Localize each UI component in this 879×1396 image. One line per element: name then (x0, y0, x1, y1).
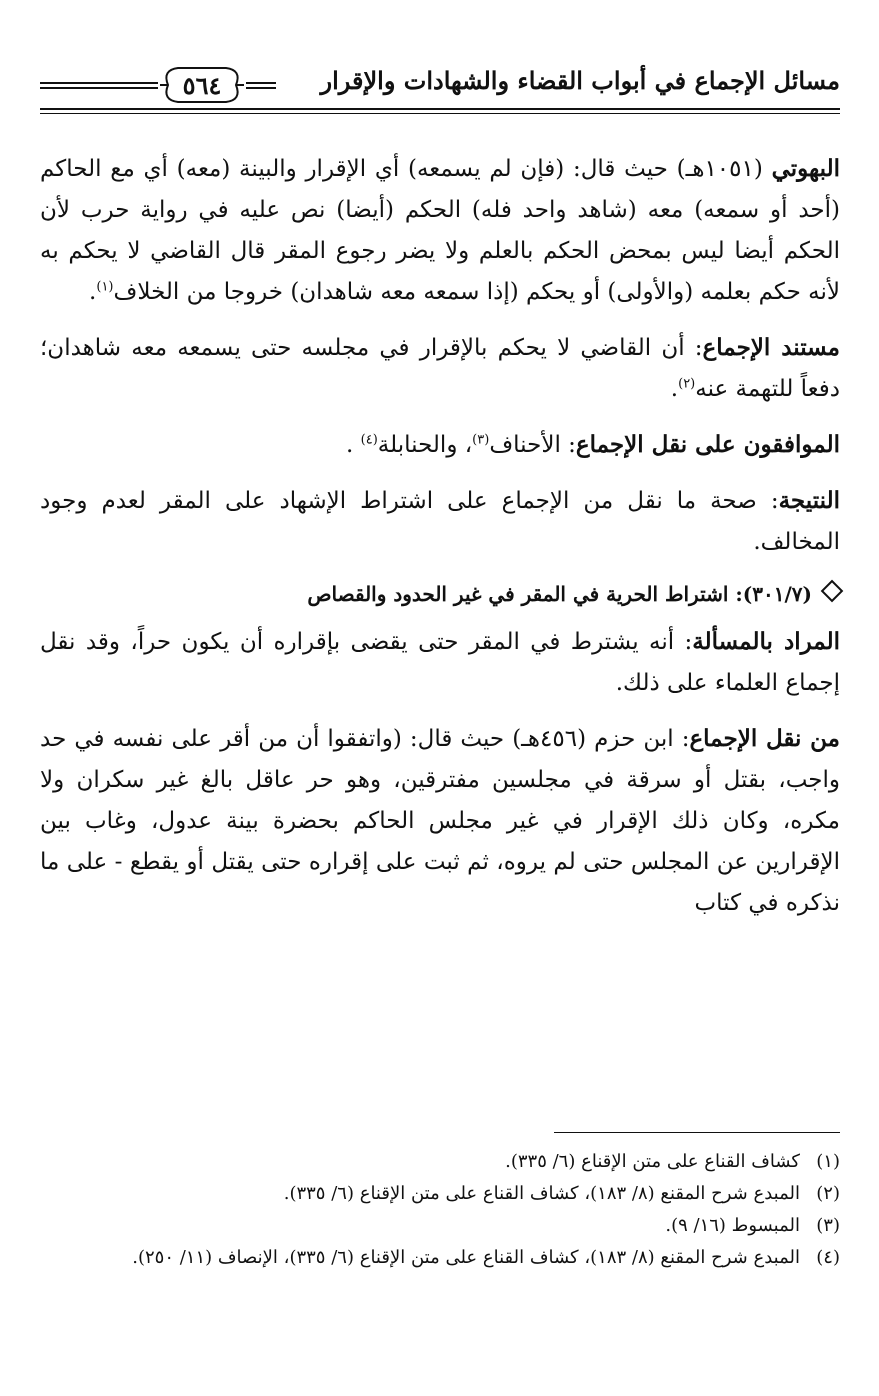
header-title: مسائل الإجماع في أبواب القضاء والشهادات والإقرار (320, 66, 840, 95)
paragraph-agreeing (40, 424, 840, 466)
footnote-4 (40, 1242, 840, 1274)
bahuti-lead: البهوتي (771, 155, 840, 182)
basis-lead: مستند الإجماع (702, 334, 840, 361)
agreeing-text-b: ، والحنابلة (377, 432, 473, 458)
footnote-text: المبسوط (١٦/ ٩). (665, 1215, 800, 1236)
transmitter-text: : ابن حزم (٤٥٦هـ) حيث قال: (واتفقوا أن من أقر على نفسه في حد واجب، بقتل أو سرقة في مجلسين مفترقين، وهو حر عاقل بالغ غير سكران ولا مكره، وكان ذلك الإقرار في غير مجلس الحاكم بحضرة بينة عدول، وغاب بين الإقرارين عن المجلس حتى لم يروه، ثم ثبت على إقراره حتى يقتل أو يقطع - على ما نذكره في كتاب (40, 726, 840, 916)
footnote-number: (٢) (816, 1183, 840, 1204)
meaning-text: : أنه يشترط في المقر حتى يقضى بإقراره أن يكون حراً، وقد نقل إجماع العلماء على ذلك. (40, 629, 840, 696)
bahuti-quote: (١٠٥١هـ) حيث قال: (فإن لم يسمعه) أي الإقرار والبينة (معه) أي مع الحاكم (أحد أو سمعه) معه (شاهد واحد فله) الحكم (أيضا) نص عليه في رواية حرب لأن الحكم أيضا ليس بمحض الحكم بالعلم ولا يضر رجوع المقر قال القاضي لا يحكم به لأنه حكم بعلمه (والأولى) أو يحكم (إذا سمعه معه شاهدان) خروجا من الخلاف (40, 156, 840, 305)
footnote-number: (٤) (816, 1247, 840, 1268)
footnote-text: كشاف القناع على متن الإقناع (٦/ ٣٣٥). (505, 1151, 800, 1172)
bahuti-end: . (89, 279, 97, 305)
agreeing-end: . (346, 432, 361, 458)
footnote-1 (40, 1146, 840, 1178)
footnote-3 (40, 1210, 840, 1242)
result-text: : صحة ما نقل من الإجماع على اشتراط الإشهاد على المقر لعدم وجود المخالف. (40, 488, 840, 555)
meaning-lead: المراد بالمسألة (692, 628, 840, 655)
basis-text: : أن القاضي لا يحكم بالإقرار في مجلسه حتى يسمعه معه شاهدان؛ دفعاً للتهمة عنه (40, 335, 840, 402)
section-heading (40, 577, 840, 611)
paragraph-meaning (40, 621, 840, 704)
footnote-ref-1[interactable]: (١) (96, 279, 114, 295)
footnote-text: المبدع شرح المقنع (٨/ ١٨٣)، كشاف القناع على متن الإقناع (٦/ ٣٣٥)، الإنصاف (١١/ ٢٥٠). (132, 1247, 800, 1268)
footnote-ref-2[interactable]: (٢) (678, 376, 696, 392)
footnote-text: المبدع شرح المقنع (٨/ ١٨٣)، كشاف القناع على متن الإقناع (٦/ ٣٣٥). (283, 1183, 800, 1204)
basis-end: . (670, 376, 679, 402)
footnote-number: (١) (816, 1151, 840, 1172)
running-header (40, 62, 840, 126)
section-title: (٣٠١/٧): اشتراط الحرية في المقر في غير الحدود والقصاص (307, 582, 812, 606)
agreeing-lead: الموافقون على نقل الإجماع (575, 431, 840, 458)
footnote-ref-3[interactable]: (٣) (472, 432, 490, 448)
footnotes (40, 1146, 840, 1274)
book-page (40, 62, 840, 1382)
page-number-badge (158, 62, 246, 108)
header-double-rule (40, 108, 840, 114)
footnote-number: (٣) (816, 1215, 840, 1236)
footnote-ref-4[interactable]: (٤) (360, 432, 378, 448)
header-ornament-rule-right (246, 82, 276, 89)
diamond-bullet-icon (821, 580, 844, 603)
agreeing-text-a: : الأحناف (489, 432, 576, 458)
footnote-separator (554, 1132, 840, 1133)
transmitter-lead: من نقل الإجماع (689, 725, 840, 752)
page-number: ٥٦٤ (182, 70, 222, 100)
header-ornament-rule-left (40, 82, 158, 89)
paragraph-transmitter (40, 718, 840, 924)
paragraph-basis (40, 327, 840, 410)
paragraph-bahuti (40, 148, 840, 313)
paragraph-result (40, 480, 840, 563)
result-lead: النتيجة (778, 487, 840, 514)
footnote-2 (40, 1178, 840, 1210)
